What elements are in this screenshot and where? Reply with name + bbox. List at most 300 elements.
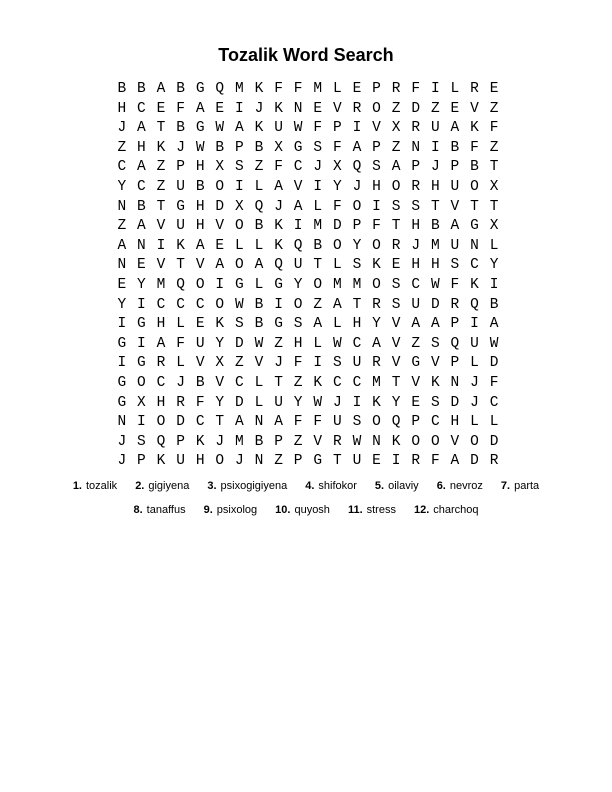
word-text: tanaffus <box>146 504 186 516</box>
grid-letter: A <box>313 316 323 333</box>
word-text: psixolog <box>216 504 258 516</box>
grid-letter: S <box>411 198 421 215</box>
grid-letter: Z <box>254 159 264 176</box>
grid-letter: O <box>156 414 166 431</box>
grid-letter: I <box>235 100 244 117</box>
grid-letter: Y <box>352 237 362 254</box>
grid-letter: M <box>156 276 166 293</box>
word-list-item <box>414 503 479 517</box>
grid-letter: Z <box>156 159 166 176</box>
word-list-item <box>348 503 396 517</box>
grid-letter: F <box>470 139 479 156</box>
grid-letter: M <box>430 237 440 254</box>
grid-letter: Y <box>215 394 225 411</box>
grid-letter: A <box>215 257 225 274</box>
grid-letter: Y <box>293 276 303 293</box>
grid-letter: T <box>156 198 166 215</box>
grid-letter: V <box>195 355 205 372</box>
grid-letter: S <box>372 159 381 176</box>
grid-letter: W <box>352 433 362 450</box>
grid-letter: D <box>235 335 244 352</box>
grid-letter: I <box>313 178 323 195</box>
grid-letter: A <box>430 316 440 333</box>
word-text: gigiyena <box>148 480 190 492</box>
grid-letter: Z <box>391 100 401 117</box>
grid-letter: C <box>195 296 205 313</box>
grid-letter: K <box>391 433 401 450</box>
grid-letter: F <box>313 414 323 431</box>
grid-letter: U <box>176 453 185 470</box>
grid-letter: V <box>391 355 401 372</box>
grid-letter: K <box>430 374 440 391</box>
grid-letter: T <box>215 414 225 431</box>
grid-letter: O <box>411 433 421 450</box>
grid-letter: W <box>235 296 244 313</box>
grid-letter: Q <box>391 414 401 431</box>
grid-letter: V <box>215 374 225 391</box>
grid-letter: O <box>235 257 244 274</box>
grid-letter: R <box>156 355 166 372</box>
grid-letter: T <box>332 453 342 470</box>
grid-letter: T <box>391 218 401 235</box>
letter-grid <box>112 80 504 472</box>
grid-letter: O <box>215 453 225 470</box>
grid-letter: O <box>235 218 244 235</box>
grid-letter: J <box>117 433 127 450</box>
grid-letter: G <box>137 316 146 333</box>
grid-letter: P <box>372 139 381 156</box>
grid-letter: U <box>450 178 460 195</box>
grid-letter: F <box>274 159 283 176</box>
grid-letter: G <box>470 218 479 235</box>
grid-row <box>112 315 504 335</box>
grid-letter: C <box>117 159 127 176</box>
grid-letter: S <box>430 394 440 411</box>
grid-letter: V <box>411 374 421 391</box>
grid-letter: P <box>450 316 460 333</box>
grid-letter: Z <box>391 139 401 156</box>
grid-letter: U <box>274 120 283 137</box>
grid-letter: T <box>470 198 479 215</box>
grid-letter: C <box>489 394 499 411</box>
grid-letter: H <box>450 414 460 431</box>
grid-letter: D <box>430 296 440 313</box>
grid-row <box>112 139 504 159</box>
grid-letter: R <box>489 453 499 470</box>
grid-letter: A <box>195 237 205 254</box>
grid-letter: L <box>254 178 264 195</box>
grid-letter: C <box>352 374 362 391</box>
grid-letter: D <box>411 100 421 117</box>
grid-letter: P <box>352 218 362 235</box>
grid-letter: N <box>117 198 127 215</box>
grid-letter: O <box>430 433 440 450</box>
grid-letter: I <box>391 453 401 470</box>
grid-letter: H <box>430 257 440 274</box>
grid-letter: X <box>391 120 401 137</box>
grid-letter: D <box>332 218 342 235</box>
grid-letter: C <box>195 414 205 431</box>
grid-letter: U <box>470 335 479 352</box>
grid-letter: C <box>137 100 146 117</box>
grid-letter: S <box>450 257 460 274</box>
grid-letter: K <box>313 374 323 391</box>
grid-letter: V <box>430 355 440 372</box>
grid-letter: B <box>254 218 264 235</box>
grid-letter: R <box>176 394 185 411</box>
grid-row <box>112 413 504 433</box>
grid-letter: R <box>332 433 342 450</box>
grid-letter: Y <box>117 296 127 313</box>
grid-letter: P <box>411 159 421 176</box>
grid-letter: A <box>117 237 127 254</box>
word-list-item <box>204 503 258 517</box>
grid-letter: C <box>352 335 362 352</box>
word-text: tozalik <box>86 480 118 492</box>
grid-letter: X <box>332 159 342 176</box>
grid-letter: K <box>254 81 264 97</box>
grid-letter: I <box>156 237 166 254</box>
grid-letter: M <box>313 81 323 97</box>
grid-letter: K <box>156 453 166 470</box>
grid-letter: P <box>235 139 244 156</box>
grid-letter: X <box>215 159 225 176</box>
grid-letter: P <box>372 81 381 97</box>
grid-letter: U <box>352 355 362 372</box>
grid-letter: S <box>430 335 440 352</box>
grid-letter: D <box>215 198 225 215</box>
word-list-item <box>437 479 483 493</box>
grid-letter: F <box>411 81 421 97</box>
grid-letter: S <box>137 433 146 450</box>
grid-letter: P <box>411 414 421 431</box>
grid-letter: N <box>450 374 460 391</box>
grid-letter: W <box>293 120 303 137</box>
grid-letter: O <box>372 100 381 117</box>
grid-letter: Z <box>117 139 127 156</box>
grid-letter: J <box>176 139 185 156</box>
word-number: 10. <box>275 504 291 516</box>
grid-letter: Z <box>411 335 421 352</box>
grid-letter: T <box>430 198 440 215</box>
grid-letter: Y <box>215 335 225 352</box>
grid-letter: A <box>332 296 342 313</box>
word-number: 12. <box>413 504 430 516</box>
grid-letter: L <box>489 414 499 431</box>
grid-letter: P <box>274 433 283 450</box>
grid-letter: E <box>372 453 381 470</box>
grid-letter: A <box>235 120 244 137</box>
grid-letter: N <box>117 257 127 274</box>
grid-letter: B <box>195 374 205 391</box>
grid-letter: G <box>411 355 421 372</box>
grid-row <box>112 296 504 316</box>
grid-letter: F <box>313 120 323 137</box>
grid-letter: E <box>195 316 205 333</box>
grid-letter: B <box>450 139 460 156</box>
grid-letter: G <box>137 355 146 372</box>
grid-letter: J <box>470 374 479 391</box>
word-list-item <box>207 479 287 493</box>
grid-letter: H <box>195 198 205 215</box>
grid-letter: T <box>489 159 499 176</box>
grid-letter: Q <box>293 237 303 254</box>
grid-letter: Z <box>117 218 127 235</box>
grid-letter: O <box>195 276 205 293</box>
grid-letter: B <box>176 120 185 137</box>
grid-letter: I <box>470 316 479 333</box>
grid-letter: B <box>176 81 185 97</box>
word-text: stress <box>366 504 396 516</box>
grid-letter: Y <box>293 394 303 411</box>
grid-letter: U <box>450 237 460 254</box>
grid-letter: A <box>411 316 421 333</box>
grid-letter: L <box>176 355 185 372</box>
grid-letter: L <box>254 394 264 411</box>
grid-letter: O <box>332 237 342 254</box>
grid-letter: A <box>137 218 146 235</box>
grid-letter: T <box>391 374 401 391</box>
grid-letter: I <box>293 218 303 235</box>
grid-letter: O <box>215 296 225 313</box>
grid-letter: N <box>137 237 146 254</box>
grid-row <box>112 158 504 178</box>
grid-letter: B <box>137 81 146 97</box>
grid-letter: L <box>254 237 264 254</box>
grid-letter: G <box>313 453 323 470</box>
grid-letter: I <box>352 120 362 137</box>
grid-letter: I <box>215 276 225 293</box>
word-list-item <box>501 479 539 493</box>
grid-letter: H <box>117 100 127 117</box>
grid-letter: U <box>411 296 421 313</box>
grid-letter: Y <box>372 316 381 333</box>
grid-letter: G <box>117 394 127 411</box>
grid-letter: E <box>156 100 166 117</box>
grid-letter: R <box>450 296 460 313</box>
grid-letter: N <box>254 414 264 431</box>
grid-letter: P <box>176 159 185 176</box>
grid-letter: C <box>470 257 479 274</box>
grid-letter: F <box>293 81 303 97</box>
grid-letter: O <box>215 178 225 195</box>
grid-letter: G <box>117 374 127 391</box>
grid-letter: H <box>156 316 166 333</box>
grid-letter: O <box>372 276 381 293</box>
grid-letter: I <box>372 198 381 215</box>
grid-letter: J <box>254 100 264 117</box>
grid-letter: E <box>411 394 421 411</box>
grid-letter: K <box>470 120 479 137</box>
grid-letter: X <box>215 355 225 372</box>
grid-letter: Z <box>293 433 303 450</box>
grid-letter: A <box>372 335 381 352</box>
grid-letter: N <box>254 453 264 470</box>
grid-letter: Q <box>156 433 166 450</box>
grid-letter: J <box>176 374 185 391</box>
grid-letter: G <box>293 139 303 156</box>
grid-letter: C <box>332 374 342 391</box>
grid-letter: W <box>254 335 264 352</box>
word-number: 7. <box>500 480 511 492</box>
grid-letter: K <box>274 237 283 254</box>
grid-letter: A <box>450 120 460 137</box>
grid-letter: P <box>450 159 460 176</box>
grid-letter: U <box>195 335 205 352</box>
grid-letter: H <box>195 453 205 470</box>
grid-row <box>112 394 504 414</box>
grid-letter: K <box>274 100 283 117</box>
grid-letter: S <box>352 414 362 431</box>
grid-letter: K <box>470 276 479 293</box>
grid-letter: B <box>470 159 479 176</box>
grid-letter: K <box>274 218 283 235</box>
grid-letter: H <box>411 218 421 235</box>
word-list-item <box>133 503 185 517</box>
grid-letter: L <box>332 81 342 97</box>
grid-letter: T <box>156 120 166 137</box>
grid-letter: A <box>391 159 401 176</box>
grid-letter: F <box>489 374 499 391</box>
grid-letter: C <box>156 374 166 391</box>
grid-letter: P <box>332 120 342 137</box>
grid-letter: G <box>176 198 185 215</box>
word-text: charchoq <box>433 504 479 516</box>
grid-row <box>112 198 504 218</box>
grid-letter: C <box>137 178 146 195</box>
grid-letter: P <box>176 433 185 450</box>
word-number: 6. <box>436 480 446 492</box>
grid-letter: H <box>137 139 146 156</box>
grid-letter: V <box>372 120 381 137</box>
grid-row <box>112 217 504 237</box>
grid-letter: H <box>411 257 421 274</box>
grid-letter: F <box>332 139 342 156</box>
grid-letter: S <box>293 316 303 333</box>
grid-letter: S <box>391 296 401 313</box>
page-title: Tozalik Word Search <box>218 45 394 65</box>
grid-letter: T <box>176 257 185 274</box>
grid-letter: S <box>313 139 323 156</box>
grid-letter: V <box>332 100 342 117</box>
grid-row <box>112 100 504 120</box>
grid-letter: Q <box>274 257 283 274</box>
grid-letter: C <box>293 159 303 176</box>
grid-letter: U <box>332 414 342 431</box>
grid-letter: J <box>332 394 342 411</box>
grid-letter: P <box>450 355 460 372</box>
grid-letter: X <box>137 394 146 411</box>
grid-letter: P <box>293 453 303 470</box>
grid-letter: U <box>293 257 303 274</box>
grid-letter: J <box>274 355 283 372</box>
grid-letter: H <box>195 159 205 176</box>
grid-letter: Q <box>352 159 362 176</box>
grid-letter: S <box>332 355 342 372</box>
grid-letter: O <box>313 276 323 293</box>
word-list-item <box>305 479 357 493</box>
word-list-row-2 <box>0 503 612 517</box>
grid-letter: K <box>195 433 205 450</box>
grid-letter: W <box>195 139 205 156</box>
word-text: oilaviy <box>388 480 419 492</box>
grid-letter: L <box>254 374 264 391</box>
word-number: 8. <box>133 504 143 516</box>
grid-letter: J <box>235 453 244 470</box>
grid-letter: S <box>391 198 401 215</box>
grid-letter: B <box>117 81 127 97</box>
grid-letter: L <box>313 335 323 352</box>
grid-letter: Z <box>274 453 283 470</box>
grid-letter: W <box>215 120 225 137</box>
grid-letter: J <box>352 178 362 195</box>
grid-letter: G <box>274 316 283 333</box>
grid-letter: Q <box>470 296 479 313</box>
word-number: 4. <box>305 480 315 492</box>
grid-letter: V <box>215 218 225 235</box>
grid-letter: C <box>430 414 440 431</box>
grid-letter: I <box>430 81 440 97</box>
grid-letter: J <box>313 159 323 176</box>
grid-letter: H <box>372 178 381 195</box>
word-list-item <box>275 503 330 517</box>
grid-letter: L <box>176 316 185 333</box>
word-list-item <box>135 479 189 493</box>
grid-letter: E <box>313 100 323 117</box>
grid-letter: P <box>137 453 146 470</box>
grid-letter: D <box>235 394 244 411</box>
word-list-item <box>73 479 117 493</box>
word-number: 9. <box>203 504 213 516</box>
grid-letter: H <box>293 335 303 352</box>
grid-letter: V <box>391 316 401 333</box>
grid-letter: A <box>352 139 362 156</box>
grid-row <box>112 178 504 198</box>
grid-row <box>112 80 504 100</box>
grid-letter: A <box>274 178 283 195</box>
grid-letter: M <box>332 276 342 293</box>
grid-letter: D <box>176 414 185 431</box>
grid-letter: W <box>430 276 440 293</box>
grid-letter: J <box>117 453 127 470</box>
grid-letter: D <box>489 433 499 450</box>
grid-letter: L <box>489 237 499 254</box>
grid-letter: J <box>117 120 127 137</box>
grid-letter: B <box>254 433 264 450</box>
grid-letter: F <box>430 453 440 470</box>
grid-letter: Z <box>274 335 283 352</box>
grid-letter: I <box>137 296 146 313</box>
grid-letter: D <box>470 453 479 470</box>
grid-letter: G <box>195 120 205 137</box>
grid-letter: F <box>176 335 185 352</box>
grid-letter: J <box>470 394 479 411</box>
grid-letter: G <box>274 276 283 293</box>
grid-letter: R <box>391 237 401 254</box>
word-number: 11. <box>347 504 363 516</box>
grid-letter: I <box>313 355 323 372</box>
grid-letter: R <box>411 453 421 470</box>
grid-letter: A <box>195 100 205 117</box>
grid-letter: R <box>411 120 421 137</box>
grid-letter: Q <box>450 335 460 352</box>
grid-letter: N <box>117 414 127 431</box>
grid-letter: B <box>489 296 499 313</box>
grid-letter: Z <box>489 100 499 117</box>
grid-letter: T <box>274 374 283 391</box>
word-list-row-1 <box>0 479 612 493</box>
grid-letter: V <box>254 355 264 372</box>
